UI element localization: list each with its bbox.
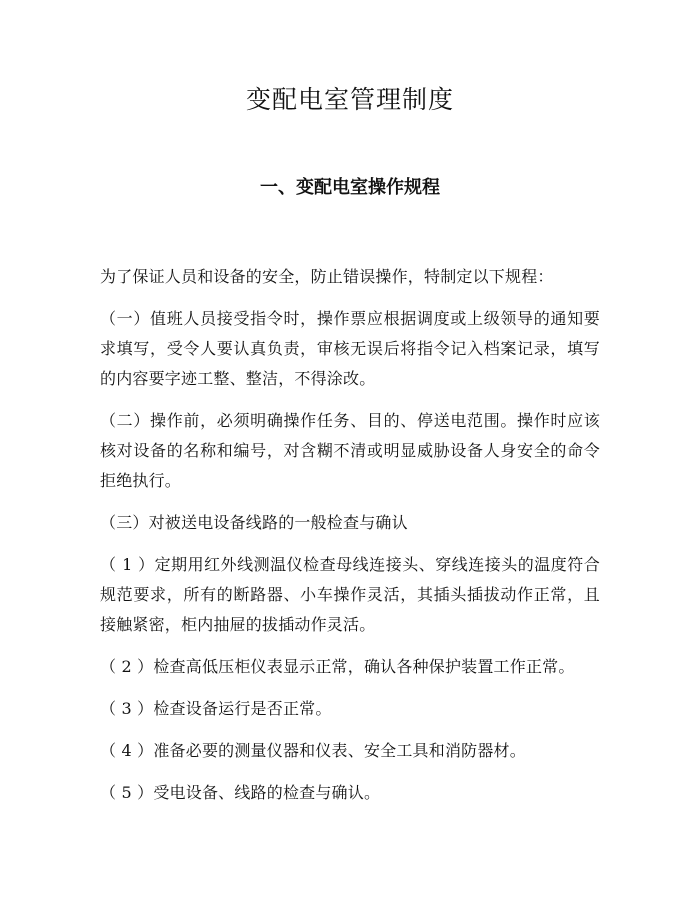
rule-paragraph-1: （一）值班人员接受指令时，操作票应根据调度或上级领导的通知要求填写，受令人要认真负责，审核无误后将指令记入档案记录，填写的内容要字迹工整、整洁，不得涂改。 <box>100 309 600 388</box>
rule-paragraph-3: （三）对被送电设备线路的一般检查与确认 <box>100 513 408 532</box>
check-item-1: （ 1 ）定期用红外线测温仪检查母线连接头、穿线连接头的温度符合规范要求，所有的断路器、小车操作灵活，其插头插拔动作正常，且接触紧密，柜内抽屉的拔插动作灵活。 <box>100 555 600 634</box>
rule-paragraph-2: （二）操作前，必须明确操作任务、目的、停送电范围。操作时应该核对设备的名称和编号，对含糊不清或明显威胁设备人身安全的命令拒绝执行。 <box>100 411 600 490</box>
check-item-2: （ 2 ）检查高低压柜仪表显示正常，确认各种保护装置工作正常。 <box>100 657 575 676</box>
document-title: 变配电室管理制度 <box>245 85 454 114</box>
check-item-3: （ 3 ）检查设备运行是否正常。 <box>100 699 332 718</box>
intro-paragraph: 为了保证人员和设备的安全，防止错误操作，特制定以下规程： <box>100 267 554 286</box>
check-item-4: （ 4 ）准备必要的测量仪器和仪表、安全工具和消防器材。 <box>100 741 526 760</box>
section-heading: 一、变配电室操作规程 <box>260 177 440 198</box>
check-item-5: （ 5 ）受电设备、线路的检查与确认。 <box>100 783 381 802</box>
document-body <box>100 262 600 820</box>
